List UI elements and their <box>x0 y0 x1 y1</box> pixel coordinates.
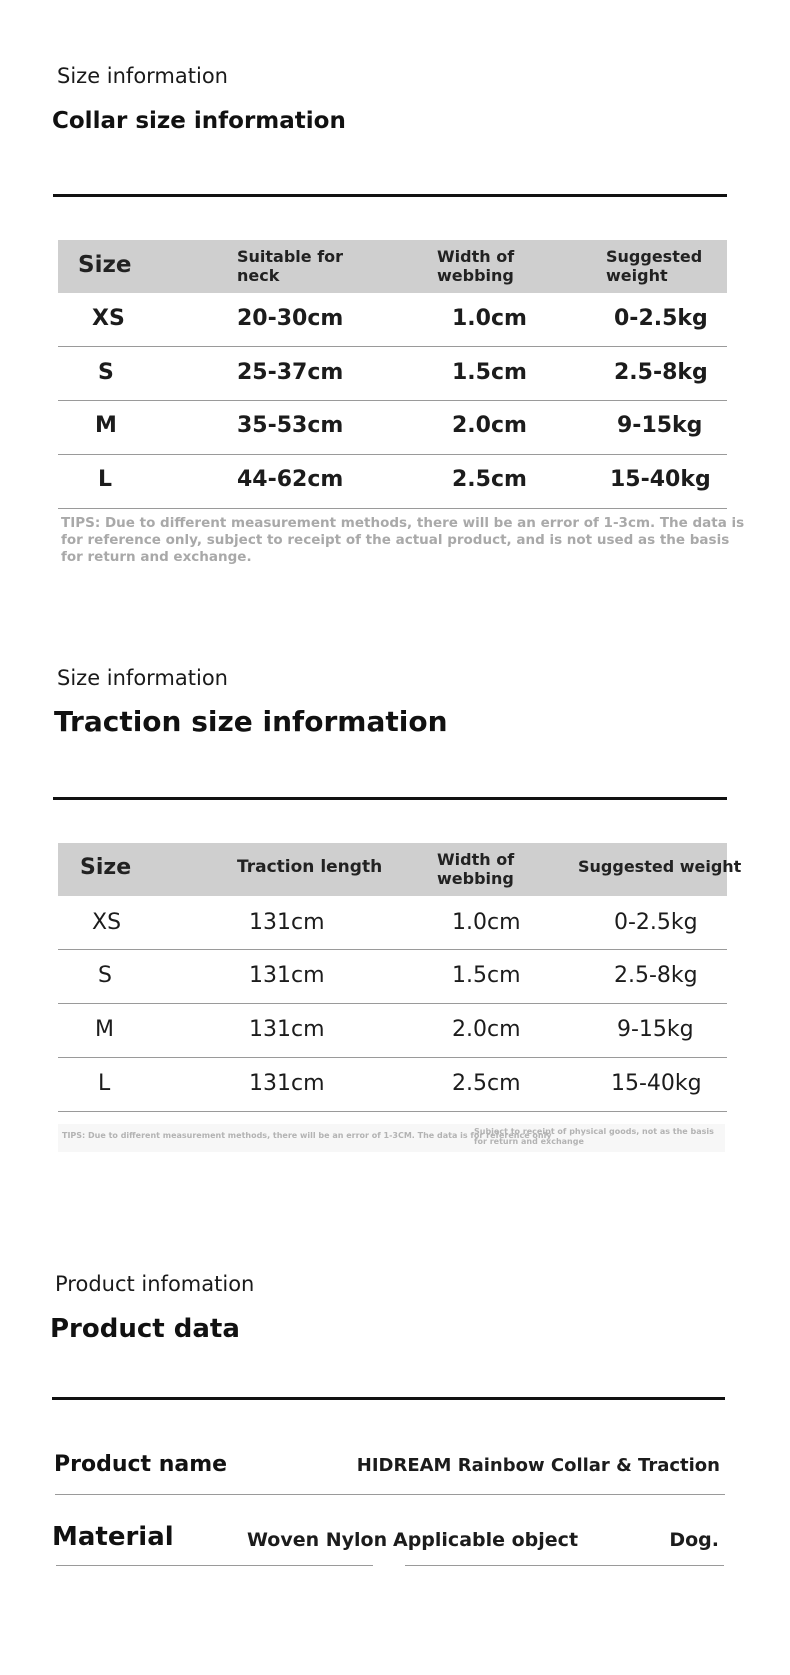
product-row-divider <box>55 1494 725 1495</box>
collar-cell-width: 2.5cm <box>452 467 527 492</box>
traction-tips-left: TIPS: Due to different measurement methods, there will be an error of 1-3CM. The data is for reference only <box>62 1131 552 1140</box>
collar-cell-weight: 15-40kg <box>610 467 711 492</box>
product-eyebrow: Product infomation <box>55 1272 255 1296</box>
traction-divider <box>53 797 727 800</box>
traction-cell-length: 131cm <box>249 910 325 935</box>
applicable-object-value: Dog. <box>669 1529 719 1551</box>
collar-cell-width: 2.0cm <box>452 413 527 438</box>
collar-header-width: Width of webbing <box>437 247 515 286</box>
row-divider <box>58 1057 727 1058</box>
row-divider <box>58 949 727 950</box>
traction-header-weight: Suggested weight <box>578 857 742 876</box>
traction-tips-right: Subject to receipt of physical goods, not as the basis for return and exchange <box>474 1127 714 1146</box>
collar-cell-weight: 0-2.5kg <box>614 306 708 331</box>
traction-cell-length: 131cm <box>249 1017 325 1042</box>
object-row-divider <box>405 1565 724 1566</box>
traction-cell-size: S <box>98 963 112 988</box>
collar-cell-width: 1.5cm <box>452 360 527 385</box>
product-name-value: HIDREAM Rainbow Collar & Traction <box>356 1455 720 1476</box>
product-name-label: Product name <box>54 1452 228 1477</box>
collar-cell-size: L <box>98 467 113 492</box>
row-divider <box>58 400 727 401</box>
collar-divider <box>53 194 727 197</box>
traction-cell-width: 2.5cm <box>452 1071 521 1096</box>
collar-cell-neck: 20-30cm <box>237 306 344 331</box>
collar-cell-weight: 2.5-8kg <box>614 360 708 385</box>
traction-header-length: Traction length <box>237 857 383 877</box>
product-divider <box>52 1397 725 1400</box>
collar-cell-neck: 35-53cm <box>237 413 344 438</box>
row-divider <box>58 1111 727 1112</box>
row-divider <box>58 508 727 509</box>
product-title: Product data <box>50 1314 240 1344</box>
collar-cell-weight: 9-15kg <box>617 413 703 438</box>
traction-cell-width: 1.0cm <box>452 910 521 935</box>
collar-cell-neck: 44-62cm <box>237 467 344 492</box>
traction-cell-size: L <box>98 1071 111 1096</box>
collar-eyebrow: Size information <box>57 64 228 88</box>
applicable-object-label: Applicable object <box>393 1529 579 1551</box>
material-value: Woven Nylon <box>247 1529 388 1551</box>
traction-cell-length: 131cm <box>249 1071 325 1096</box>
traction-cell-size: XS <box>92 910 122 935</box>
collar-cell-size: S <box>98 360 114 385</box>
traction-cell-weight: 0-2.5kg <box>614 910 698 935</box>
collar-header-neck: Suitable for neck <box>237 247 344 286</box>
traction-cell-size: M <box>95 1017 114 1042</box>
collar-header-size: Size <box>78 252 132 278</box>
collar-title: Collar size information <box>52 108 346 134</box>
traction-cell-width: 1.5cm <box>452 963 521 988</box>
traction-cell-length: 131cm <box>249 963 325 988</box>
traction-title: Traction size information <box>54 705 448 738</box>
traction-cell-width: 2.0cm <box>452 1017 521 1042</box>
traction-header-width: Width of webbing <box>437 850 515 889</box>
traction-cell-weight: 9-15kg <box>617 1017 694 1042</box>
collar-cell-neck: 25-37cm <box>237 360 344 385</box>
collar-cell-size: M <box>95 413 117 438</box>
collar-cell-size: XS <box>92 306 125 331</box>
material-label: Material <box>52 1522 174 1552</box>
collar-header-weight: Suggested weight <box>606 247 703 286</box>
traction-eyebrow: Size information <box>57 666 228 690</box>
collar-cell-width: 1.0cm <box>452 306 527 331</box>
row-divider <box>58 1003 727 1004</box>
traction-header-size: Size <box>80 855 132 880</box>
row-divider <box>58 454 727 455</box>
traction-cell-weight: 15-40kg <box>611 1071 702 1096</box>
material-row-divider <box>56 1565 373 1566</box>
row-divider <box>58 346 727 347</box>
traction-cell-weight: 2.5-8kg <box>614 963 698 988</box>
collar-tips: TIPS: Due to different measurement methods, there will be an error of 1-3cm. The data is for reference only, subject to receipt of the actual product, and is not used as the basis for return and exchange. <box>61 515 745 565</box>
